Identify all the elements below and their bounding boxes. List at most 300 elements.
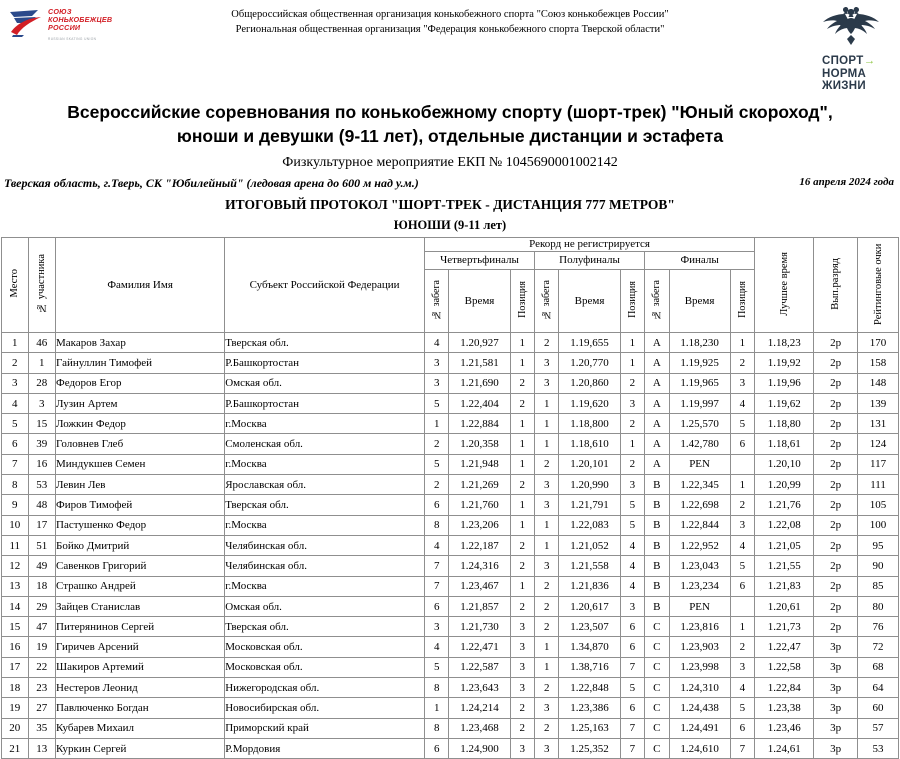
cell-place: 8 [2,475,29,495]
results-table [1,237,899,759]
cell-name: Бойко Дмитрий [56,535,225,555]
cell-sf-heat: 2 [535,576,559,596]
cell-subject: г.Москва [225,454,425,474]
cell-points: 68 [858,657,899,677]
cell-f-time: 1.23,043 [669,556,730,576]
cell-qf-heat: 3 [424,617,448,637]
cell-f-heat: B [645,475,669,495]
table-row [2,333,899,353]
column-header-subject: Субъект Российской Федерации [225,238,425,333]
cell-sf-position: 5 [620,515,644,535]
cell-subject: Тверская обл. [225,495,425,515]
cell-participant-number: 16 [28,454,56,474]
cell-f-heat: A [645,393,669,413]
cell-place: 15 [2,617,29,637]
cell-sf-heat: 2 [535,454,559,474]
cell-f-position: 5 [730,698,755,718]
cell-subject: Р.Мордовия [225,738,425,758]
cell-rank: 2р [814,333,858,353]
cell-name: Нестеров Леонид [56,678,225,698]
cell-f-position: 5 [730,414,755,434]
cell-f-position: 6 [730,576,755,596]
cell-qf-heat: 1 [424,698,448,718]
cell-participant-number: 29 [28,596,56,616]
cell-f-heat: B [645,596,669,616]
cell-participant-number: 35 [28,718,56,738]
cell-name: Павлюченко Богдан [56,698,225,718]
cell-participant-number: 39 [28,434,56,454]
cell-qf-time: 1.21,948 [449,454,510,474]
cell-sf-time: 1.22,083 [559,515,620,535]
cell-qf-heat: 5 [424,454,448,474]
cell-best-time: 1.22,84 [755,678,814,698]
cell-f-heat: A [645,414,669,434]
document-banner [0,0,900,100]
cell-rank: 3р [814,718,858,738]
cell-qf-heat: 5 [424,657,448,677]
ekp-line: Физкультурное мероприятие ЕКП № 1045690001002142 [282,155,618,170]
cell-qf-position: 1 [510,454,534,474]
cell-rank: 2р [814,515,858,535]
cell-best-time: 1.21,55 [755,556,814,576]
cell-rank: 3р [814,637,858,657]
cell-points: 72 [858,637,899,657]
cell-f-position: 1 [730,617,755,637]
cell-f-heat: A [645,434,669,454]
skating-union-logo-line3: РОССИИ [48,23,81,33]
column-header-rank: Вып.разряд [814,238,858,333]
cell-sf-heat: 2 [535,678,559,698]
cell-participant-number: 18 [28,576,56,596]
cell-sf-position: 6 [620,637,644,657]
cell-f-time: 1.19,925 [669,353,730,373]
cell-qf-heat: 3 [424,373,448,393]
cell-rank: 2р [814,535,858,555]
cell-f-heat: B [645,535,669,555]
cell-place: 18 [2,678,29,698]
cell-participant-number: 19 [28,637,56,657]
cell-participant-number: 1 [28,353,56,373]
cell-sf-time: 1.34,870 [559,637,620,657]
cell-sf-time: 1.38,716 [559,657,620,677]
cell-f-position: 4 [730,535,755,555]
cell-qf-heat: 6 [424,596,448,616]
cell-subject: Нижегородская обл. [225,678,425,698]
venue-text: Тверская область, г.Тверь, СК "Юбилейный" (ледовая арена до 600 м над у.м.) [4,176,419,190]
cell-f-position [730,596,755,616]
cell-best-time: 1.20,10 [755,454,814,474]
cell-participant-number: 48 [28,495,56,515]
cell-points: 111 [858,475,899,495]
cell-rank: 2р [814,414,858,434]
cell-f-heat: B [645,556,669,576]
cell-f-time: 1.24,610 [669,738,730,758]
cell-qf-position: 3 [510,678,534,698]
cell-best-time: 1.22,58 [755,657,814,677]
cell-participant-number: 27 [28,698,56,718]
cell-subject: Челябинская обл. [225,535,425,555]
cell-name: Куркин Сергей [56,738,225,758]
results-table-body [2,333,899,759]
skating-union-logo-line1: СОЮЗ [48,7,72,16]
cell-sf-time: 1.19,620 [559,393,620,413]
cell-sf-time: 1.20,617 [559,596,620,616]
cell-qf-time: 1.20,358 [449,434,510,454]
column-header-place: Место [2,238,29,333]
cell-rank: 2р [814,475,858,495]
cell-sf-position: 4 [620,556,644,576]
cell-sf-position: 3 [620,596,644,616]
cell-f-heat: C [645,678,669,698]
cell-qf-time: 1.24,900 [449,738,510,758]
cell-rank: 3р [814,698,858,718]
cell-points: 95 [858,535,899,555]
cell-points: 85 [858,576,899,596]
cell-best-time: 1.22,47 [755,637,814,657]
cell-f-heat: A [645,454,669,474]
cell-qf-position: 1 [510,434,534,454]
cell-qf-position: 1 [510,353,534,373]
cell-qf-position: 2 [510,373,534,393]
cell-rank: 2р [814,556,858,576]
cell-sf-position: 7 [620,718,644,738]
cell-place: 13 [2,576,29,596]
cell-qf-position: 3 [510,617,534,637]
cell-qf-time: 1.21,857 [449,596,510,616]
cell-sf-heat: 2 [535,617,559,637]
cell-sf-heat: 1 [535,637,559,657]
cell-sf-time: 1.20,101 [559,454,620,474]
cell-participant-number: 17 [28,515,56,535]
cell-rank: 2р [814,353,858,373]
column-header-name: Фамилия Имя [56,238,225,333]
cell-name: Страшко Андрей [56,576,225,596]
cell-participant-number: 49 [28,556,56,576]
column-header-semifinals: Полуфиналы [535,252,645,270]
cell-place: 7 [2,454,29,474]
cell-place: 4 [2,393,29,413]
table-row [2,637,899,657]
cell-sf-time: 1.22,848 [559,678,620,698]
cell-best-time: 1.21,76 [755,495,814,515]
cell-f-position: 7 [730,738,755,758]
cell-qf-heat: 8 [424,718,448,738]
cell-name: Савенков Григорий [56,556,225,576]
cell-sf-heat: 3 [535,698,559,718]
table-row [2,718,899,738]
cell-sf-heat: 2 [535,596,559,616]
cell-subject: Р.Башкортостан [225,393,425,413]
cell-sf-heat: 1 [535,535,559,555]
cell-name: Ложкин Федор [56,414,225,434]
cell-best-time: 1.19,96 [755,373,814,393]
cell-sf-heat: 1 [535,414,559,434]
cell-place: 6 [2,434,29,454]
cell-sf-position: 2 [620,414,644,434]
cell-participant-number: 47 [28,617,56,637]
cell-qf-heat: 8 [424,515,448,535]
column-header-qf-time: Время [449,270,510,333]
cell-points: 64 [858,678,899,698]
cell-qf-heat: 7 [424,556,448,576]
cell-sf-heat: 1 [535,515,559,535]
cell-name: Головнев Глеб [56,434,225,454]
cell-points: 117 [858,454,899,474]
column-header-sf-heat: № забега [535,270,559,333]
cell-sf-time: 1.21,791 [559,495,620,515]
cell-qf-time: 1.21,760 [449,495,510,515]
cell-place: 5 [2,414,29,434]
cell-participant-number: 13 [28,738,56,758]
cell-sf-position: 5 [620,678,644,698]
cell-qf-heat: 7 [424,576,448,596]
record-note: Рекорд не регистрируется [424,238,754,252]
cell-sf-heat: 3 [535,353,559,373]
cell-best-time: 1.18,61 [755,434,814,454]
cell-sf-position: 3 [620,475,644,495]
cell-f-time: 1.24,310 [669,678,730,698]
cell-qf-position: 1 [510,333,534,353]
cell-subject: г.Москва [225,576,425,596]
cell-f-heat: A [645,373,669,393]
cell-qf-heat: 3 [424,353,448,373]
cell-name: Кубарев Михаил [56,718,225,738]
cell-best-time: 1.24,61 [755,738,814,758]
cell-f-heat: C [645,718,669,738]
cell-qf-time: 1.21,269 [449,475,510,495]
cell-qf-position: 1 [510,576,534,596]
cell-best-time: 1.18,23 [755,333,814,353]
column-header-best-time: Лучшее время [755,238,814,333]
cell-qf-position: 2 [510,393,534,413]
cell-qf-position: 3 [510,637,534,657]
cell-f-position: 1 [730,475,755,495]
cell-place: 16 [2,637,29,657]
cell-subject: Тверская обл. [225,333,425,353]
table-row [2,414,899,434]
cell-best-time: 1.21,05 [755,535,814,555]
cell-f-position: 5 [730,556,755,576]
cell-name: Пастушенко Федор [56,515,225,535]
cell-sf-heat: 3 [535,475,559,495]
cell-f-heat: C [645,657,669,677]
cell-points: 53 [858,738,899,758]
column-header-sf-position: Позиция [620,270,644,333]
protocol-title: ИТОГОВЫЙ ПРОТОКОЛ "ШОРТ-ТРЕК - ДИСТАНЦИЯ 777 МЕТРОВ" [225,197,675,212]
cell-subject: Новосибирская обл. [225,698,425,718]
cell-participant-number: 3 [28,393,56,413]
page-title [0,100,900,148]
cell-f-time: 1.18,230 [669,333,730,353]
cell-points: 124 [858,434,899,454]
cell-place: 20 [2,718,29,738]
column-header-qf-position: Позиция [510,270,534,333]
cell-rank: 2р [814,393,858,413]
cell-name: Федоров Егор [56,373,225,393]
cell-name: Миндукшев Семен [56,454,225,474]
cell-points: 105 [858,495,899,515]
table-row [2,475,899,495]
cell-f-time: 1.24,491 [669,718,730,738]
cell-f-position: 3 [730,373,755,393]
table-row [2,535,899,555]
cell-name: Лузин Артем [56,393,225,413]
cell-points: 100 [858,515,899,535]
column-header-f-position: Позиция [730,270,755,333]
cell-participant-number: 46 [28,333,56,353]
cell-place: 12 [2,556,29,576]
sport-norma-line3: ЖИЗНИ [822,80,866,92]
table-row [2,698,899,718]
cell-rank: 2р [814,617,858,637]
cell-subject: Московская обл. [225,657,425,677]
cell-best-time: 1.20,99 [755,475,814,495]
cell-qf-heat: 6 [424,495,448,515]
cell-points: 57 [858,718,899,738]
cell-best-time: 1.23,38 [755,698,814,718]
cell-subject: Омская обл. [225,373,425,393]
cell-f-time: 1.23,998 [669,657,730,677]
cell-qf-heat: 6 [424,738,448,758]
cell-points: 148 [858,373,899,393]
cell-best-time: 1.22,08 [755,515,814,535]
column-header-f-heat: № забега [645,270,669,333]
cell-f-position: 6 [730,434,755,454]
cell-qf-time: 1.22,187 [449,535,510,555]
cell-sf-time: 1.23,386 [559,698,620,718]
cell-sf-time: 1.23,507 [559,617,620,637]
cell-points: 170 [858,333,899,353]
cell-qf-time: 1.23,467 [449,576,510,596]
sport-norma-line2: НОРМА [822,67,867,80]
cell-best-time: 1.18,80 [755,414,814,434]
cell-sf-time: 1.20,770 [559,353,620,373]
cell-subject: Московская обл. [225,637,425,657]
cell-f-heat: C [645,637,669,657]
cell-f-time: 1.19,965 [669,373,730,393]
cell-sf-time: 1.18,800 [559,414,620,434]
header-row-record [2,238,899,252]
cell-place: 14 [2,596,29,616]
sport-norma-zhizni-logo [816,4,886,93]
cell-best-time: 1.21,73 [755,617,814,637]
cell-points: 80 [858,596,899,616]
cell-subject: Смоленская обл. [225,434,425,454]
cell-f-time: 1.23,234 [669,576,730,596]
cell-f-heat: B [645,515,669,535]
cell-rank: 2р [814,576,858,596]
cell-participant-number: 28 [28,373,56,393]
cell-name: Зайцев Станислав [56,596,225,616]
cell-f-time: 1.22,698 [669,495,730,515]
cell-f-heat: A [645,333,669,353]
cell-place: 17 [2,657,29,677]
cell-subject: г.Москва [225,515,425,535]
cell-qf-time: 1.22,471 [449,637,510,657]
cell-subject: Челябинская обл. [225,556,425,576]
cell-f-position: 2 [730,353,755,373]
cell-qf-time: 1.21,581 [449,353,510,373]
place-date-row [0,176,900,196]
cell-sf-position: 6 [620,617,644,637]
cell-qf-time: 1.24,214 [449,698,510,718]
table-row [2,393,899,413]
cell-rank: 3р [814,738,858,758]
cell-qf-heat: 4 [424,333,448,353]
cell-f-position: 4 [730,678,755,698]
cell-sf-position: 1 [620,333,644,353]
cell-rank: 3р [814,678,858,698]
cell-points: 139 [858,393,899,413]
cell-points: 131 [858,414,899,434]
cell-f-time: 1.24,438 [669,698,730,718]
cell-f-time: 1.23,816 [669,617,730,637]
cell-sf-time: 1.20,990 [559,475,620,495]
cell-qf-time: 1.24,316 [449,556,510,576]
cell-name: Макаров Захар [56,333,225,353]
cell-sf-position: 7 [620,657,644,677]
cell-sf-heat: 3 [535,738,559,758]
cell-sf-position: 1 [620,434,644,454]
cell-sf-time: 1.19,655 [559,333,620,353]
cell-sf-heat: 3 [535,495,559,515]
table-row [2,373,899,393]
cell-sf-time: 1.20,860 [559,373,620,393]
cell-place: 10 [2,515,29,535]
cell-sf-time: 1.25,352 [559,738,620,758]
table-row [2,454,899,474]
cell-subject: г.Москва [225,414,425,434]
skating-union-logo-subline: RUSSIAN SKATING UNION [48,37,97,41]
cell-rank: 2р [814,596,858,616]
cell-qf-heat: 4 [424,535,448,555]
cell-place: 3 [2,373,29,393]
cell-qf-position: 2 [510,718,534,738]
cell-f-position: 6 [730,718,755,738]
cell-sf-position: 6 [620,698,644,718]
organization-line-2: Региональная общественная организация "Федерация конькобежного спорта Тверской области" [235,24,665,35]
cell-qf-heat: 1 [424,414,448,434]
column-header-finals: Финалы [645,252,755,270]
cell-name: Фиров Тимофей [56,495,225,515]
table-row [2,738,899,758]
cell-best-time: 1.19,62 [755,393,814,413]
cell-f-position: 2 [730,637,755,657]
page-title-line-2: юноши и девушки (9-11 лет), отдельные дистанции и эстафета [176,126,724,146]
cell-f-heat: B [645,576,669,596]
organization-line-1: Общероссийская общественная организация конькобежного спорта "Союз конькобежцев России" [231,9,669,20]
table-row [2,657,899,677]
cell-f-heat: C [645,738,669,758]
cell-f-position: 1 [730,333,755,353]
results-table-head [2,238,899,333]
cell-points: 90 [858,556,899,576]
table-row [2,596,899,616]
cell-f-time: 1.19,997 [669,393,730,413]
cell-sf-heat: 3 [535,556,559,576]
column-header-qf-heat: № забега [424,270,448,333]
cell-f-time: 1.22,952 [669,535,730,555]
cell-sf-time: 1.21,836 [559,576,620,596]
cell-f-heat: C [645,698,669,718]
cell-qf-time: 1.23,643 [449,678,510,698]
column-header-points: Рейтинговые очки [858,238,899,333]
cell-f-time: 1.22,345 [669,475,730,495]
cell-qf-position: 2 [510,556,534,576]
cell-qf-time: 1.20,927 [449,333,510,353]
cell-qf-position: 2 [510,475,534,495]
cell-participant-number: 23 [28,678,56,698]
